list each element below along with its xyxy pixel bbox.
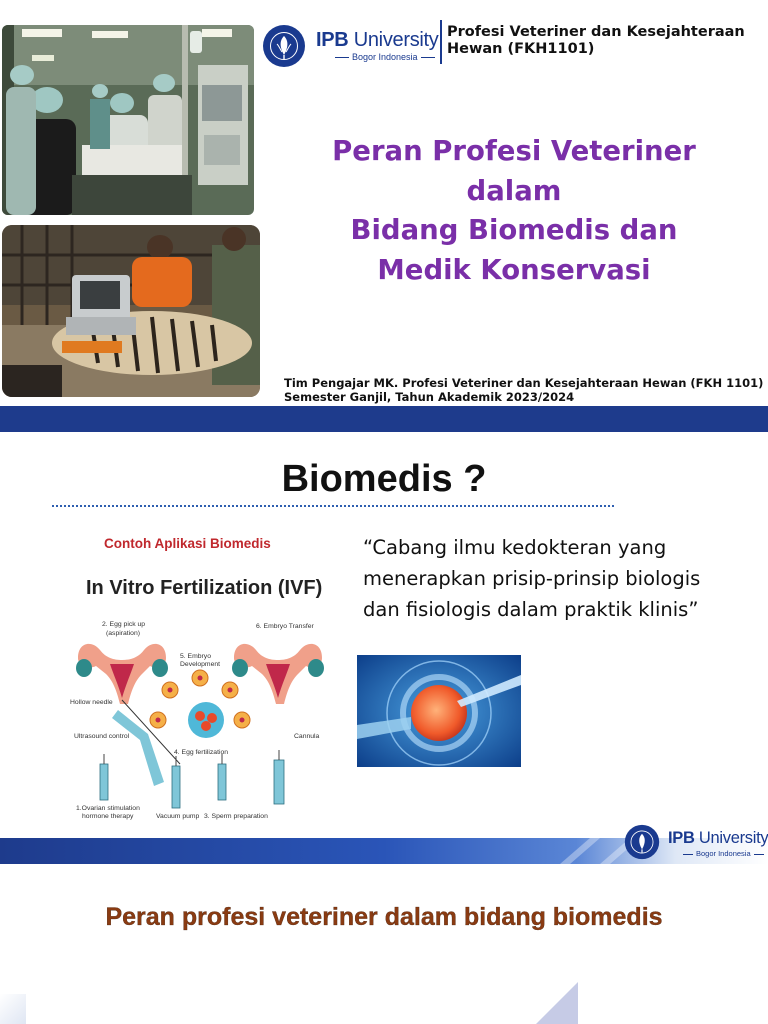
decorative-triangle <box>536 982 578 1024</box>
diagram-label: 3. Sperm preparation <box>204 813 268 820</box>
slide-3-peran <box>0 864 768 1024</box>
quote-line: menerapkan prisip-prinsip biologis <box>363 567 701 590</box>
diagram-label: 5. Embryo <box>180 653 211 660</box>
diagram-label: 2. Egg pick up <box>102 621 146 628</box>
title-line: dalam <box>466 174 562 207</box>
surgery-room-photo <box>2 25 254 215</box>
decorative-corner <box>0 994 26 1024</box>
diagram-label: (aspiration) <box>106 630 140 637</box>
diagram-label: hormone therapy <box>82 813 134 820</box>
course-name: Profesi Veteriner dan Kesejahteraan Hewan (FKH1101) <box>447 24 745 57</box>
example-label: Contoh Aplikasi Biomedis <box>104 536 271 551</box>
team-line: Tim Pengajar MK. Profesi Veteriner dan Kesejahteraan Hewan (FKH 1101) <box>284 376 764 390</box>
uterus-right-icon <box>232 644 324 704</box>
diagram-label: Development <box>180 661 221 668</box>
header-divider <box>440 20 442 64</box>
slide-1-title-text <box>300 132 728 290</box>
logo-name: IPB University <box>316 29 439 51</box>
ipb-logo-small <box>624 824 768 864</box>
slide-2-biomedis <box>0 432 768 864</box>
logo-subtitle: Bogor Indonesia <box>332 52 438 62</box>
biomedis-definition <box>363 532 763 625</box>
title-line: Peran Profesi Veteriner <box>332 135 696 167</box>
quote-line: “Cabang ilmu kedokteran yang <box>363 536 667 559</box>
ipb-logo <box>262 22 444 68</box>
diagram-label: 6. Embryo Transfer <box>256 623 314 630</box>
diagram-label: 1.Ovarian stimulation <box>76 805 140 812</box>
title-line: Bidang Biomedis dan <box>350 214 678 246</box>
diagram-label: 4. Egg fertilization <box>174 749 229 756</box>
slide-1-title <box>0 0 768 432</box>
dotted-divider <box>52 505 614 507</box>
syringe-icon <box>100 760 284 808</box>
ipb-seal-icon <box>624 824 660 860</box>
logo-subtitle: Bogor Indonesia <box>680 849 767 858</box>
uterus-left-icon <box>76 644 168 704</box>
icsi-microscope-photo <box>357 655 521 767</box>
title-line: Medik Konservasi <box>377 253 651 286</box>
diagram-label: Cannula <box>294 733 320 740</box>
ivf-diagram <box>70 614 340 826</box>
tiger-examination-photo <box>2 225 260 397</box>
ipb-seal-icon <box>262 24 306 68</box>
ivf-title: In Vitro Fertilization (IVF) <box>86 577 323 599</box>
footer-band <box>0 406 768 432</box>
semester-line: Semester Ganjil, Tahun Akademik 2023/2024 <box>284 389 575 404</box>
quote-line: dan fisiologis dalam praktik klinis” <box>363 598 699 621</box>
diagram-label: Vacuum pump <box>156 813 200 820</box>
logo-name: IPB University <box>668 829 768 847</box>
slide-2-title: Biomedis ? <box>281 458 487 500</box>
teaching-team <box>284 377 764 404</box>
diagram-label: Hollow needle <box>70 699 113 706</box>
diagram-label: Ultrasound control <box>74 733 130 740</box>
slide-3-title: Peran profesi veteriner dalam bidang biomedis <box>105 903 663 931</box>
